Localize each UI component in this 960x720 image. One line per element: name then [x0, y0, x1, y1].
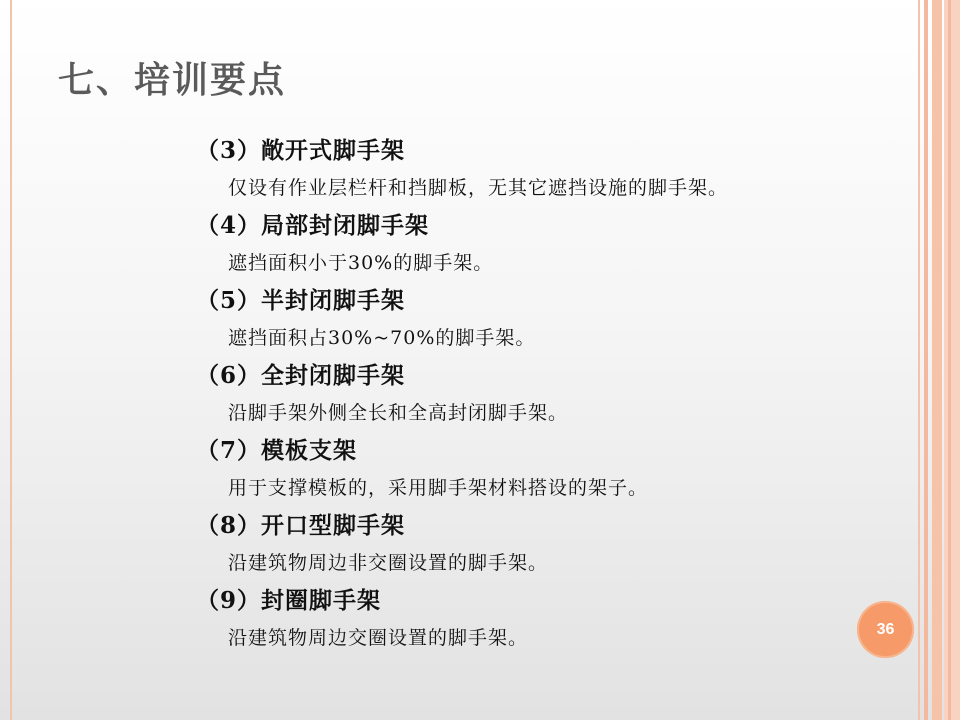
- list-item: [196, 433, 856, 508]
- item-heading: （4）局部封闭脚手架: [196, 212, 430, 239]
- item-description: 仅设有作业层栏杆和挡脚板，无其它遮挡设施的脚手架。: [228, 177, 729, 199]
- item-heading: （6）全封闭脚手架: [196, 362, 406, 389]
- slide-title: 七、培训要点: [58, 59, 287, 101]
- item-description: 用于支撑模板的，采用脚手架材料搭设的架子。: [228, 477, 649, 499]
- content-list: [196, 133, 856, 658]
- item-description: 遮挡面积小于30%的脚手架。: [228, 252, 494, 274]
- list-item: [196, 583, 856, 658]
- left-decorative-stripe: [10, 0, 12, 720]
- item-heading: （7）模板支架: [196, 437, 358, 464]
- item-heading: （9）封圈脚手架: [196, 587, 382, 614]
- stripe: [948, 0, 951, 720]
- item-description: 沿建筑物周边交圈设置的脚手架。: [228, 627, 529, 649]
- stripe: [944, 0, 960, 720]
- item-heading: （5）半封闭脚手架: [196, 287, 406, 314]
- item-heading: （8）开口型脚手架: [196, 512, 406, 539]
- item-description: 遮挡面积占30%~70%的脚手架。: [228, 327, 536, 349]
- stripe: [932, 0, 942, 720]
- list-item: [196, 358, 856, 433]
- page-number-badge: 36: [857, 601, 914, 658]
- item-description: 沿脚手架外侧全长和全高封闭脚手架。: [228, 402, 569, 424]
- list-item: [196, 208, 856, 283]
- item-description: 沿建筑物周边非交圈设置的脚手架。: [228, 552, 549, 574]
- stripe: [924, 0, 928, 720]
- stripe: [918, 0, 920, 720]
- item-heading: （3）敞开式脚手架: [196, 137, 406, 164]
- right-decorative-stripes: [918, 0, 960, 720]
- list-item: [196, 283, 856, 358]
- list-item: [196, 133, 856, 208]
- list-item: [196, 508, 856, 583]
